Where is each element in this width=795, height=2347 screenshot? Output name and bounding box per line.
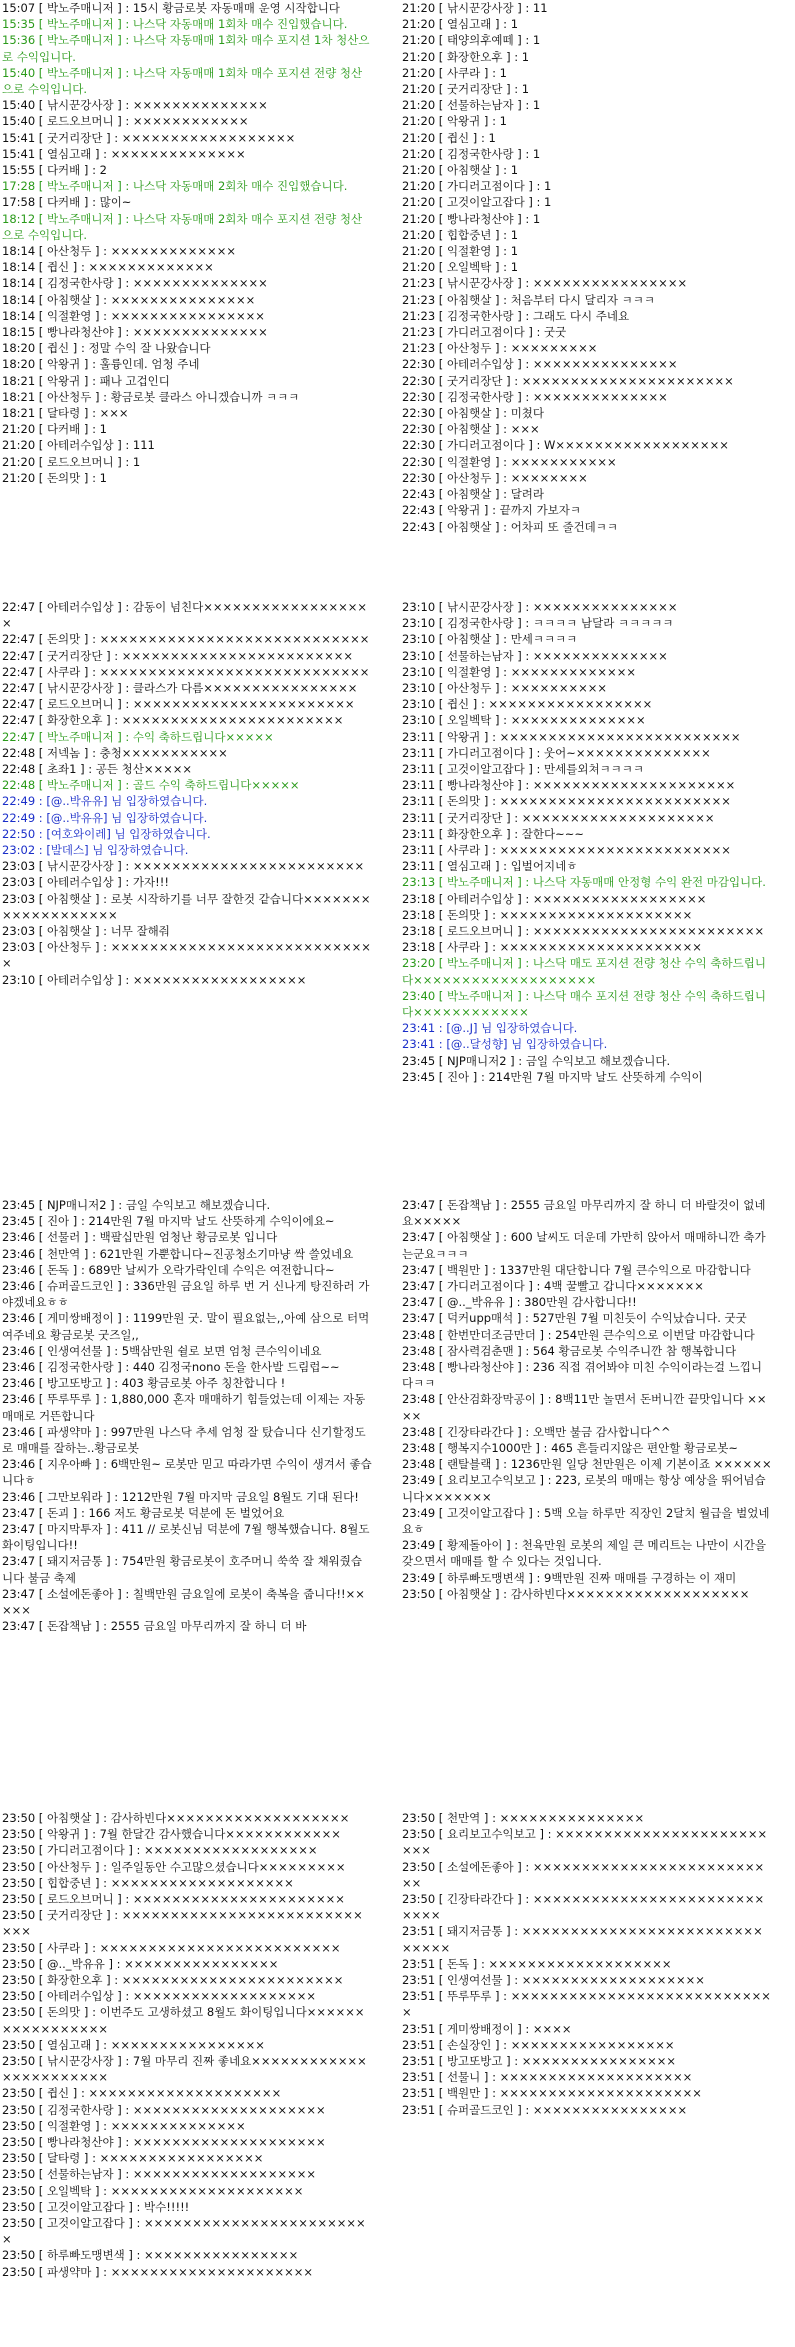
chat-message: 23:11 [ 돈의맛 ] : ×××××××××××××××××××××××× xyxy=(402,794,731,809)
chat-message: 23:50 [ 소설에돈좋아 ] : ×××××××××××××××××××××××××× xyxy=(402,1859,765,1890)
chat-message: 23:20 [ 박노주매니저 ] : 나스닥 매도 포지션 전량 청산 수익 축하드립니다××××××××××××××××××× xyxy=(402,956,766,987)
chat-message: 15:55 [ 다커배 ] : 2 xyxy=(2,163,107,178)
chat-message: 23:48 [ 빵나라청산야 ] : 236 직접 겪어봐야 미친 수익이라는걸 느낍니다ㅋㅋ xyxy=(402,1360,762,1391)
chat-message: 23:50 [ 빵나라청산야 ] : ×××××××××××××××××××× xyxy=(2,2135,326,2150)
chat-message: 23:47 [ 돈잡책남 ] : 2555 금요일 마무리까지 잘 하니 더 바 xyxy=(2,1619,307,1634)
chat-message: 22:30 [ 익절환영 ] : ××××××××××× xyxy=(402,454,617,469)
chat-message: 23:51 [ 선물니 ] : ×××××××××××××××××××× xyxy=(402,2070,693,2085)
chat-message: 23:46 [ 그만보워라 ] : 1212만원 7월 마지막 금요일 8월도 기대 된다! xyxy=(2,1489,359,1504)
chat-message: 23:46 [ 방고또방고 ] : 403 황금로봇 아주 칭찬합니다 ! xyxy=(2,1376,286,1391)
chat-message: 23:50 [ 김정국한사랑 ] : ×××××××××××××××××××× xyxy=(2,2102,326,2117)
chat-message: 23:50 [ 화장한오후 ] : ××××××××××××××××××××××× xyxy=(2,1973,344,1988)
chat-message: 23:50 [ 아테러수입상 ] : ××××××××××××××××××× xyxy=(2,1989,316,2004)
chat-message: 21:20 [ 열심고래 ] : 1 xyxy=(402,17,519,32)
chat-panel-2 xyxy=(402,0,772,534)
chat-message: 23:47 [ 덕커upp매석 ] : 527만원 7월 미친듯이 수익났습니다. 굿굿 xyxy=(402,1311,747,1326)
chat-message: 23:03 [ 아산청두 ] : ×××××××××××××××××××××××××××× xyxy=(2,940,371,971)
chat-message: 18:21 [ 달타령 ] : ××× xyxy=(2,406,129,421)
chat-panel-5 xyxy=(2,1197,374,1634)
chat-message: 23:48 [ 잠사력검춘맨 ] : 564 황금로봇 수익주니깐 참 행복합니다 xyxy=(402,1343,737,1358)
chat-message: 21:20 [ 돈의맛 ] : 1 xyxy=(2,470,107,485)
chat-message: 21:20 [ 아침햇살 ] : 1 xyxy=(402,163,519,178)
chat-message: 15:40 [ 낚시꾼강사장 ] : ×××××××××××××× xyxy=(2,98,268,113)
chat-message: 22:47 [ 낚시꾼강사장 ] : 클라스가 다름×××××××××××××××× xyxy=(2,681,358,696)
chat-message: 23:10 [ 익절환영 ] : ××××××××××××× xyxy=(402,664,636,679)
chat-message: 22:43 [ 아침햇살 ] : 어차피 또 줄건데ㅋㅋ xyxy=(402,519,618,534)
chat-message: 21:20 [ 고것이알고잡다 ] : 1 xyxy=(402,195,552,210)
chat-message: 23:45 [ 진아 ] : 214만원 7월 마지막 날도 산뜻하게 수익이에요~ xyxy=(2,1214,335,1229)
chat-message: 22:48 [ 저넥놈 ] : 충청××××××××××× xyxy=(2,745,228,760)
chat-message: 23:46 [ 슈퍼골드코인 ] : 336만원 금요일 하루 번 거 신나게 탕진하러 가야겠네요ㅎㅎ xyxy=(2,1279,370,1310)
chat-message: 23:10 [ 쥡신 ] : ××××××××××××××××× xyxy=(402,697,653,712)
chat-message: 22:48 [ 박노주매니저 ] : 골드 수익 축하드립니다××××× xyxy=(2,778,300,793)
chat-message: 23:48 [ 안산검화장막공이 ] : 8백11만 놀면서 돈버니깐 끝맛입니다 ×××× xyxy=(402,1392,767,1423)
chat-message: 23:51 [ 백원만 ] : ××××××××××××××××××××× xyxy=(402,2086,702,2101)
chat-panel-3 xyxy=(2,599,372,987)
chat-panel-6 xyxy=(402,1197,772,1601)
chat-message: 23:47 [ 백원만 ] : 1337만원 대단합니다 7월 큰수익으로 마감합니다 xyxy=(402,1262,751,1277)
chat-message: 23:10 [ 낚시꾼강사장 ] : ××××××××××××××× xyxy=(402,600,678,614)
chat-message: 23:46 [ 뚜루뚜루 ] : 1,880,000 혼자 매매하기 힘들었는데 이제는 자동매매로 거뜬합니다 xyxy=(2,1392,366,1423)
chat-message: 23:50 [ 굿거리장단 ] : ×××××××××××××××××××××××××××× xyxy=(2,1908,363,1939)
chat-message: 21:20 [ 익절환영 ] : 1 xyxy=(402,244,519,259)
chat-message: 21:20 [ 태양의후예떼 ] : 1 xyxy=(402,33,541,48)
chat-message: 22:30 [ 아침햇살 ] : ××× xyxy=(402,422,540,437)
chat-message: 21:20 [ 선물하는남자 ] : 1 xyxy=(402,98,541,113)
chat-message: 21:20 [ 빵나라청산야 ] : 1 xyxy=(402,211,541,226)
chat-message: 23:46 [ 지우아빠 ] : 6백만원~ 로봇만 믿고 따라가면 수익이 생겨서 좋습니다ㅎ xyxy=(2,1457,372,1488)
chat-panel-1 xyxy=(2,0,372,485)
chat-message: 23:50 [ 아침햇살 ] : 감사하빈다××××××××××××××××××× xyxy=(2,1811,350,1825)
chat-message: 23:48 [ 한번만더조금만더 ] : 254만원 큰수익으로 이번달 마감합니다 xyxy=(402,1327,755,1342)
system-entry-notice: 23:41 : [@..달성향] 님 입장하였습니다. xyxy=(402,1037,608,1052)
chat-message: 23:46 [ 파생약마 ] : 997만원 나스닥 추세 엄청 잘 탔습니다 신기할정도로 매매를 잘하는..황금로봇 xyxy=(2,1424,366,1456)
chat-message: 18:21 [ 아산청두 ] : 황금로봇 클라스 아니겠습니까 ㅋㅋㅋ xyxy=(2,389,300,404)
chat-message: 23:51 [ 뚜루뚜루 ] : ×××××××××××××××××××××××××××× xyxy=(402,1989,771,2020)
chat-message: 23:18 [ 로드오브머니 ] : ×××××××××××××××××××××××× xyxy=(402,924,765,939)
chat-message: 23:50 [ 악왕귀 ] : 7월 한달간 감사했습니다×××××××××××× xyxy=(2,1827,341,1842)
chat-message: 21:23 [ 낚시꾼강사장 ] : ×××××××××××××××× xyxy=(402,276,688,291)
system-entry-notice: 22:50 : [여호와이레] 님 입장하였습니다. xyxy=(2,826,211,841)
chat-message: 22:30 [ 아침햇살 ] : 미쳤다 xyxy=(402,406,545,421)
chat-message: 23:51 [ 인생여선물 ] : ××××××××××××××××××× xyxy=(402,1973,705,1988)
chat-message: 23:48 [ 랜탈블랙 ] : 1236만원 일당 천만원은 이제 기본이죠 ×××××× xyxy=(402,1457,772,1472)
chat-message: 23:50 [ 고것이알고잡다 ] : 박수!!!!! xyxy=(2,2199,190,2214)
chat-message: 23:47 [ 소설에돈좋아 ] : 칠백만원 금요일에 로봇이 축복을 줍니다!!××××× xyxy=(2,1586,365,1618)
chat-message: 22:30 [ 가디러고점이다 ] : W×××××××××××××××××× xyxy=(402,438,729,453)
chat-message: 23:50 [ 열심고래 ] : ×××××××××××××××× xyxy=(2,2037,265,2052)
chat-message: 23:03 [ 아침햇살 ] : 너무 잘해줘 xyxy=(2,924,170,939)
chat-message: 22:30 [ 굿거리장단 ] : ×××××××××××××××××××××× xyxy=(402,373,734,388)
chat-message: 15:36 [ 박노주매니저 ] : 나스닥 자동매매 1회차 매수 포지션 1차 청산으로 수익입니다. xyxy=(2,33,370,64)
chat-message: 23:50 [ 파생약마 ] : ××××××××××××××××××××× xyxy=(2,2264,314,2279)
chat-message: 23:11 [ 굿거리장단 ] : ×××××××××××××××××××× xyxy=(402,810,715,825)
chat-message: 23:47 [ 마지막투자 ] : 411 // 로봇신님 덕분에 7월 행복했습니다. 8월도 화이팅입니다!! xyxy=(2,1522,374,1553)
chat-message: 21:20 [ 낚시꾼강사장 ] : 11 xyxy=(402,1,548,15)
chat-message: 22:47 [ 돈의맛 ] : ×××××××××××××××××××××××××××× xyxy=(2,632,370,647)
chat-message: 23:51 [ 게미쌍배정이 ] : ×××× xyxy=(402,2021,572,2036)
chat-message: 23:11 [ 악왕귀 ] : ××××××××××××××××××××××××× xyxy=(402,729,741,744)
chat-message: 23:48 [ 긴장타라간다 ] : 오백만 불금 감사합니다^^ xyxy=(402,1424,671,1439)
chat-message: 23:03 [ 아테러수입상 ] : 가자!!! xyxy=(2,875,169,890)
chat-message: 21:20 [ 오일벡탁 ] : 1 xyxy=(402,260,519,275)
chat-message: 18:12 [ 박노주매니저 ] : 나스닥 자동매매 2회차 매수 포지션 전량 청산으로 수익입니다. xyxy=(2,211,363,242)
chat-message: 23:10 [ 아침햇살 ] : 만세ㅋㅋㅋㅋ xyxy=(402,632,578,647)
chat-message: 23:11 [ 열심고래 ] : 입벌어지네ㅎ xyxy=(402,859,578,874)
chat-message: 21:20 [ 힙합중년 ] : 1 xyxy=(402,227,519,242)
chat-message: 18:20 [ 악왕귀 ] : 훌륭인데. 엄청 주네 xyxy=(2,357,200,372)
chat-message: 23:10 [ 오일벡탁 ] : ×××××××××××××× xyxy=(402,713,646,728)
chat-message: 22:48 [ 초좌1 ] : 공든 청산××××× xyxy=(2,762,193,777)
chat-message: 23:50 [ 달타령 ] : ××××××××××××××××× xyxy=(2,2151,264,2166)
chat-message: 23:50 [ 선물하는남자 ] : ××××××××××××××××××× xyxy=(2,2167,316,2182)
chat-message: 23:49 [ 하루빠도맹변색 ] : 9백만원 진짜 매매를 구경하는 이 재미 xyxy=(402,1570,737,1585)
chat-message: 21:20 [ 쥡신 ] : 1 xyxy=(402,130,496,145)
chat-message: 18:21 [ 악왕귀 ] : 패나 고겁인디 xyxy=(2,373,170,388)
chat-message: 21:20 [ 로드오브머니 ] : 1 xyxy=(2,454,141,469)
chat-message: 23:46 [ 돈독 ] : 689만 날씨가 오락가락인데 수익은 여전합니다~ xyxy=(2,1262,335,1277)
chat-message: 21:20 [ 다커배 ] : 1 xyxy=(2,422,107,437)
chat-message: 23:50 [ 아산청두 ] : 일주일동안 수고많으셨습니다××××××××× xyxy=(2,1859,346,1874)
chat-message: 23:18 [ 사쿠라 ] : ××××××××××××××××××××× xyxy=(402,940,702,955)
chat-message: 23:18 [ 돈의맛 ] : ×××××××××××××××××××× xyxy=(402,907,693,922)
chat-message: 23:50 [ @.._박유유 ] : ×××××××××××××××× xyxy=(2,1956,279,1971)
chat-message: 23:11 [ 빵나라청산야 ] : ××××××××××××××××××××× xyxy=(402,778,736,793)
chat-message: 23:46 [ 천만역 ] : 621만원 가뿐합니다~진공청소기마냥 싹 쓸었네요 xyxy=(2,1246,354,1261)
system-entry-notice: 22:49 : [@..박유유] 님 입장하였습니다. xyxy=(2,794,208,809)
chat-message: 22:43 [ 아침햇살 ] : 달려라 xyxy=(402,487,545,502)
chat-message: 23:11 [ 화장한오후 ] : 잘한다~~~ xyxy=(402,826,585,841)
chat-message: 23:03 [ 아침햇살 ] : 로봇 시작하기를 너무 잘한것 같습니다××××××××××××××××××× xyxy=(2,891,371,922)
chat-message: 21:20 [ 악왕귀 ] : 1 xyxy=(402,114,507,129)
chat-message: 23:50 [ 사쿠라 ] : ××××××××××××××××××××××××× xyxy=(2,1940,341,1955)
chat-panel-7 xyxy=(2,1810,372,2347)
chat-message: 22:47 [ 박노주매니저 ] : 수익 축하드립니다××××× xyxy=(2,729,274,744)
chat-panel-8 xyxy=(402,1810,772,2347)
chat-message: 23:03 [ 낚시꾼강사장 ] : ×××××××××××××××××××××××× xyxy=(2,859,365,874)
chat-message: 23:10 [ 선물하는남자 ] : ×××××××××××××× xyxy=(402,648,668,663)
chat-message: 15:07 [ 박노주매니저 ] : 15시 황금로봇 자동매매 운영 시작합니다 xyxy=(2,1,340,15)
chat-message: 23:11 [ 가디러고점이다 ] : 웃어~×××××××××××××× xyxy=(402,745,711,760)
chat-message: 22:47 [ 사쿠라 ] : ×××××××××××××××××××××××××××× xyxy=(2,664,370,679)
chat-message: 23:50 [ 고것이알고잡다 ] : ×××××××××××××××××××××××× xyxy=(2,2216,366,2247)
chat-message: 23:40 [ 박노주매니저 ] : 나스닥 매수 포지션 전량 청산 수익 축하드립니다×××××××××××× xyxy=(402,988,766,1020)
chat-message: 23:45 [ NJP매니저2 ] : 금일 수익보고 해보겠습니다. xyxy=(2,1198,271,1212)
chat-message: 23:51 [ 돼지저금통 ] : ×××××××××××××××××××××××××××××× xyxy=(402,1924,763,1955)
chat-message: 23:50 [ 하루빠도맹변색 ] : ×××××××××××××××× xyxy=(2,2248,299,2263)
chat-message: 21:20 [ 김정국한사랑 ] : 1 xyxy=(402,146,541,161)
chat-message: 23:11 [ 고것이알고잡다 ] : 만세를외쳐ㅋㅋㅋㅋ xyxy=(402,762,645,777)
chat-message: 15:41 [ 굿거리장단 ] : ×××××××××××××××××× xyxy=(2,130,296,145)
chat-message: 18:14 [ 익절환영 ] : ×××××××××××××××× xyxy=(2,308,265,323)
chat-message: 21:20 [ 화장한오후 ] : 1 xyxy=(402,49,530,64)
chat-message: 23:46 [ 게미쌍배정이 ] : 1199만원 굿. 말이 필요없는,,아예 삼으로 터먹여주네요 황금로봇 굿즈일,, xyxy=(2,1311,370,1342)
chat-message: 18:14 [ 김정국한사랑 ] : ×××××××××××××× xyxy=(2,276,268,291)
chat-message: 23:49 [ 황제돌아이 ] : 천육만원 로봇의 제일 큰 메리트는 나만이 시간을 갖으면서 매매를 할 수 있다는 것입니다. xyxy=(402,1538,770,1569)
chat-message: 23:13 [ 박노주매니저 ] : 나스닥 자동매매 안정형 수익 완전 마감입니다. xyxy=(402,875,766,890)
system-entry-notice: 23:02 : [발데스] 님 입장하였습니다. xyxy=(2,843,189,858)
chat-message: 21:23 [ 김정국한사랑 ] : 그래도 다시 주네요 xyxy=(402,308,630,323)
chat-message: 23:47 [ 돼지저금통 ] : 754만원 황금로봇이 호주머니 쑥쑥 잘 채워줬습니다 불금 축제 xyxy=(2,1554,362,1585)
chat-message: 22:47 [ 화장한오후 ] : ××××××××××××××××××××××× xyxy=(2,713,344,728)
chat-message: 23:50 [ 아침햇살 ] : 감사하빈다××××××××××××××××××× xyxy=(402,1586,750,1601)
chat-message: 21:23 [ 아산청두 ] : ××××××××× xyxy=(402,341,598,356)
chat-message: 22:43 [ 악왕귀 ] : 끝까지 가보자ㅋ xyxy=(402,503,582,518)
chat-message: 15:40 [ 박노주매니저 ] : 나스닥 자동매매 1회차 매수 포지션 전량 청산으로 수익입니다. xyxy=(2,65,363,97)
chat-message: 23:50 [ 낚시꾼강사장 ] : 7월 마무리 진짜 좋네요××××××××××××××××××××××× xyxy=(2,2054,367,2085)
chat-message: 23:50 [ 익절환영 ] : ×××××××××××××× xyxy=(2,2118,246,2133)
chat-message: 23:47 [ 가디러고점이다 ] : 4백 꿀빨고 갑니다××××××× xyxy=(402,1279,704,1294)
chat-message: 18:14 [ 아침햇살 ] : ××××××××××××××× xyxy=(2,292,256,307)
chat-message: 21:20 [ 사쿠라 ] : 1 xyxy=(402,65,507,80)
chat-message: 22:47 [ 로드오브머니 ] : ××××××××××××××××××××××× xyxy=(2,697,355,712)
chat-message: 18:15 [ 빵나라청산야 ] : ×××××××××××××× xyxy=(2,325,268,340)
chat-message: 23:46 [ 선물러 ] : 백팔십만원 엄청난 황금로봇 입니다 xyxy=(2,1230,278,1245)
chat-message: 23:49 [ 요리보고수익보고 ] : 223, 로봇의 매매는 항상 예상을 뛰어넘습니다××××××× xyxy=(402,1473,766,1504)
chat-message: 23:50 [ 힙합중년 ] : ××××××××××××××××××× xyxy=(2,1875,294,1890)
chat-message: 23:48 [ 행복지수1000만 ] : 465 흔들리지않은 편안할 황금로봇~ xyxy=(402,1441,739,1456)
system-entry-notice: 23:41 : [@..J] 님 입장하였습니다. xyxy=(402,1021,578,1036)
chat-message: 23:51 [ 손실장인 ] : ××××××××××××××××× xyxy=(402,2037,675,2052)
chat-message: 15:41 [ 열심고래 ] : ×××××××××××××× xyxy=(2,146,246,161)
chat-message: 23:49 [ 고것이알고잡다 ] : 5백 오늘 하루만 직장인 2달치 월급을 벌었네요ㅎ xyxy=(402,1505,770,1537)
chat-message: 23:47 [ 돈잡책남 ] : 2555 금요일 마무리까지 잘 하니 더 바랄것이 없네요××××× xyxy=(402,1198,766,1229)
chat-message: 21:20 [ 굿거리장단 ] : 1 xyxy=(402,82,530,97)
chat-message: 23:51 [ 방고또방고 ] : ×××××××××××××××× xyxy=(402,2054,676,2069)
chat-message: 22:47 [ 굿거리장단 ] : ×××××××××××××××××××××××× xyxy=(2,648,354,663)
chat-message: 23:46 [ 인생여선물 ] : 5백삼만원 쉴로 보면 엄청 큰수익이네요 xyxy=(2,1343,322,1358)
chat-message: 23:51 [ 돈독 ] : ××××××××××××××××××× xyxy=(402,1956,672,1971)
chat-message: 23:11 [ 사쿠라 ] : ×××××××××××××××××××××××× xyxy=(402,843,731,858)
chat-message: 15:35 [ 박노주매니저 ] : 나스닥 자동매매 1회차 매수 진입했습니다. xyxy=(2,17,348,32)
chat-message: 22:30 [ 아테러수입상 ] : ××××××××××××××× xyxy=(402,357,678,372)
chat-message: 23:10 [ 김정국한사랑 ] : ㅋㅋㅋㅋ 남달라 ㅋㅋㅋㅋㅋ xyxy=(402,616,674,631)
chat-message: 23:47 [ @.._박유유 ] : 380만원 감사합니다!! xyxy=(402,1295,637,1310)
chat-message: 23:50 [ 쥡신 ] : ×××××××××××××××××××× xyxy=(2,2086,282,2101)
chat-message: 23:50 [ 천만역 ] : ××××××××××××××× xyxy=(402,1811,645,1825)
chat-message: 21:23 [ 아침햇살 ] : 처음부터 다시 달리자 ㅋㅋㅋ xyxy=(402,292,655,307)
chat-message: 17:58 [ 다커배 ] : 많이~ xyxy=(2,195,132,210)
system-entry-notice: 22:49 : [@..박유유] 님 입장하였습니다. xyxy=(2,810,208,825)
chat-message: 21:20 [ 가디러고점이다 ] : 1 xyxy=(402,179,552,194)
chat-message: 23:50 [ 가디러고점이다 ] : ×××××××××××××××××× xyxy=(2,1843,318,1858)
chat-message: 15:40 [ 로드오브머니 ] : ×××××××××××× xyxy=(2,114,249,129)
chat-message: 23:50 [ 로드오브머니 ] : ×××××××××××××××××××××× xyxy=(2,1892,345,1907)
chat-message: 22:30 [ 아산청두 ] : ×××××××× xyxy=(402,470,588,485)
chat-message: 23:45 [ 진아 ] : 214만원 7월 마지막 날도 산뜻하게 수익이 xyxy=(402,1069,703,1084)
chat-message: 23:50 [ 오일벡탁 ] : ×××××××××××××××××××× xyxy=(2,2183,304,2198)
chat-message: 23:50 [ 돈의맛 ] : 이번주도 고생하셨고 8월도 화이팅입니다××××××××××××××××× xyxy=(2,2005,365,2036)
chat-message: 21:23 [ 가디러고점이다 ] : 굿굿 xyxy=(402,325,567,340)
chat-message: 23:45 [ NJP매니저2 ] : 금일 수익보고 해보겠습니다. xyxy=(402,1053,671,1068)
chat-message: 23:47 [ 돈괴 ] : 166 저도 황금로봇 덕분에 돈 벌었어요 xyxy=(2,1505,285,1520)
chat-message: 22:30 [ 김정국한사랑 ] : ×××××××××××××× xyxy=(402,389,668,404)
chat-message: 17:28 [ 박노주매니저 ] : 나스닥 자동매매 2회차 매수 진입했습니다. xyxy=(2,179,348,194)
chat-message: 18:20 [ 쥡신 ] : 정말 수익 잘 나왔습니다 xyxy=(2,341,211,356)
chat-message: 23:10 [ 아테러수입상 ] : ×××××××××××××××××× xyxy=(2,972,307,987)
chat-message: 23:51 [ 슈퍼골드코인 ] : ×××××××××××××××× xyxy=(402,2102,688,2117)
chat-message: 23:18 [ 아테러수입상 ] : ×××××××××××××××××× xyxy=(402,891,707,906)
chat-message: 18:14 [ 쥡신 ] : ××××××××××××× xyxy=(2,260,214,275)
chat-message: 18:14 [ 아산청두 ] : ××××××××××××× xyxy=(2,244,236,259)
chat-message: 21:20 [ 아테러수입상 ] : 111 xyxy=(2,438,155,453)
chat-message: 23:10 [ 아산청두 ] : ×××××××××× xyxy=(402,681,608,696)
chat-message: 23:47 [ 아침햇살 ] : 600 날씨도 더운데 가만히 앉아서 매매하니깐 축가는군요ㅋㅋㅋ xyxy=(402,1230,766,1261)
chat-message: 22:47 [ 아테러수입상 ] : 감동이 넘친다×××××××××××××××××× xyxy=(2,600,368,631)
chat-message: 23:46 [ 김정국한사랑 ] : 440 김정국nono 돈을 한사발 드림럽~~ xyxy=(2,1360,340,1375)
chat-panel-4 xyxy=(402,599,772,1084)
chat-message: 23:50 [ 긴장타라간다 ] : ×××××××××××××××××××××××××××× xyxy=(402,1892,765,1923)
chat-message: 23:50 [ 요리보고수익보고 ] : ××××××××××××××××××××××××× xyxy=(402,1827,768,1858)
